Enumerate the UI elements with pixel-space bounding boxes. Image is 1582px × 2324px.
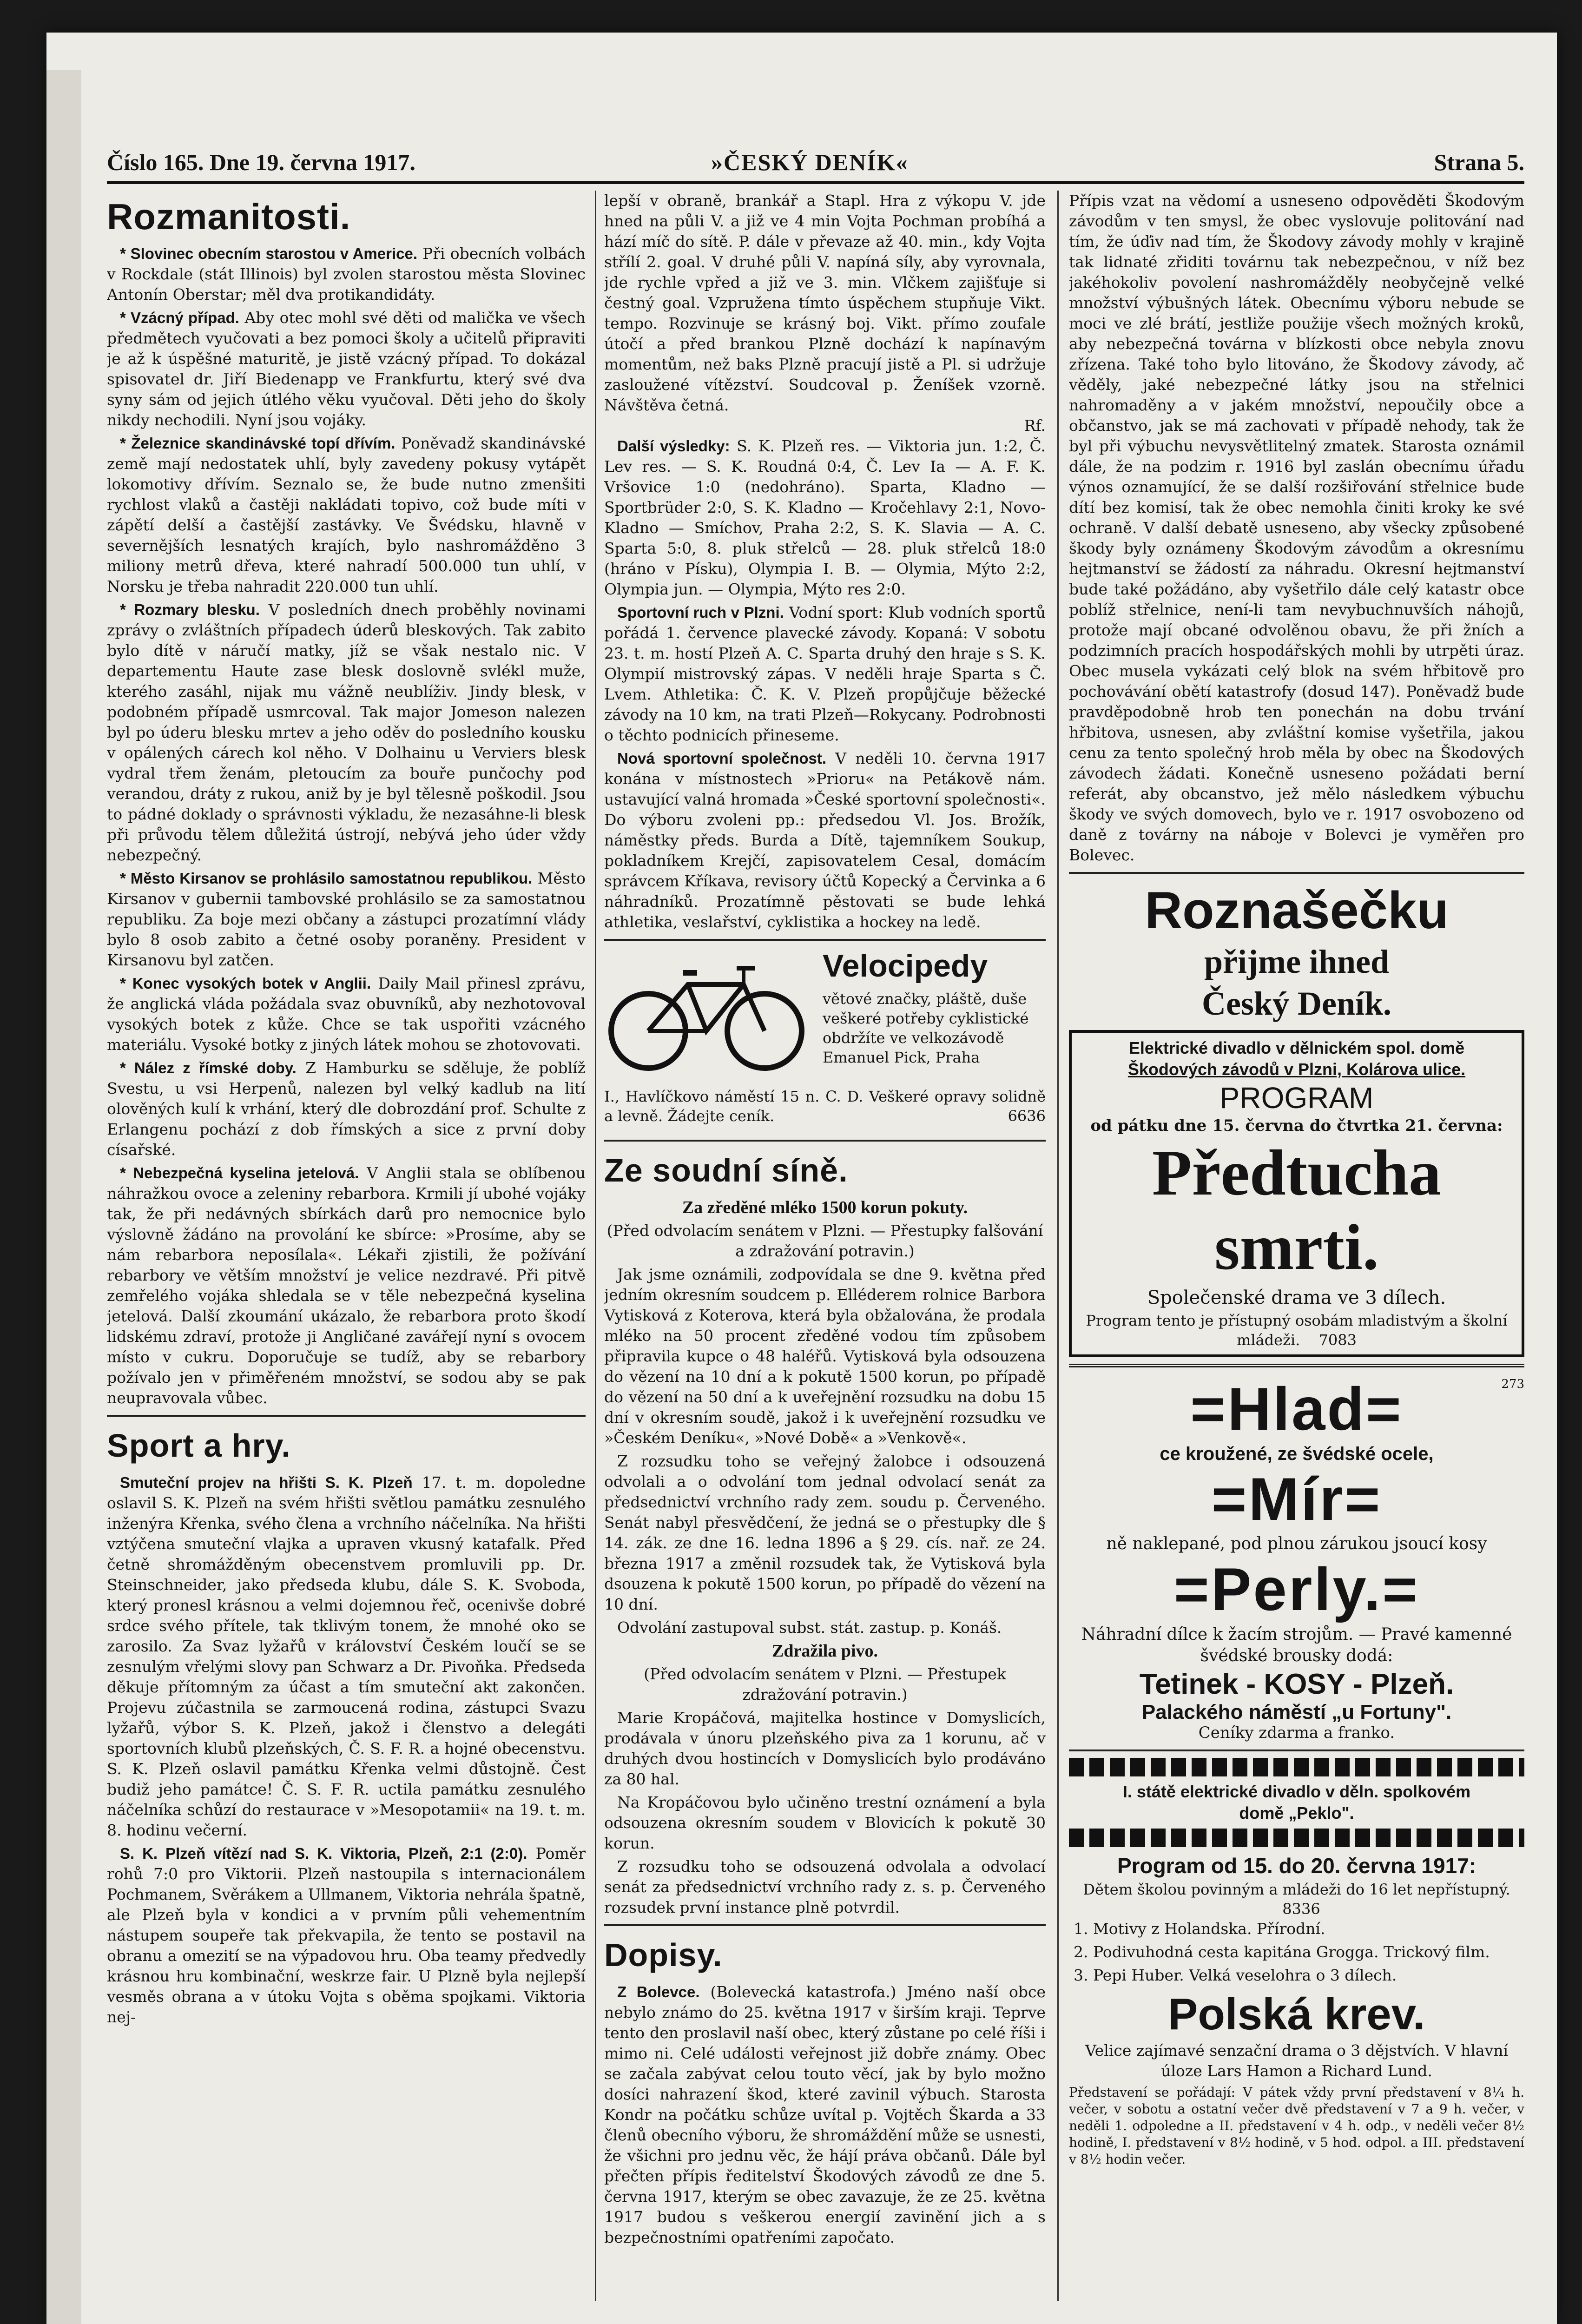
column-3 [1069,191,1524,2310]
newspaper-name: »ČESKÝ DENÍK« [711,149,909,175]
article-text: Z rozsudku toho se veřejný žalobce i odsouzená odvolali a o odvolání tom jednal odvolací senát za předsednictví vrchního rady zem. soudu p. Červeného. Senát nabyl přesvědčení, že jedná se o přestupky dle § 14. zák. ze dne 16. ledna 1896 a § 29. cís. nař. ze 24. března 1917 a změnil rozsudek tak, že Vytisková byla dsouzena k pokutě 1500 korun, po případě do vězení na 10 dní. [604,1452,1046,1613]
article-text: Poměr rohů 7:0 pro Viktorii. Plzeň nastoupila s internacionálem Pochmanem, Svěrákem a Ullmanem, Viktoria nehrála špatně, ale Plzeň byla v kondici a v prvním půli vehementním nástupem soupeře tak překvapila, že tento se postavil na obranu a omezití se na výpadovou hru. Oba teamy předvedly krásnou hru kombinační, weskrze fair. U Plzně byla nejlepší vesměs obrana a v útoku Vojta s oběma spojkami. Viktoria nej- [107,1844,586,2026]
article [107,1843,586,2027]
article-lead: S. K. Plzeň vítězí nad S. K. Viktoria, Plzeň, 2:1 (2:0). [120,1845,527,1862]
article-lead: Smuteční projev na hřišti S. K. Plzeň [120,1474,413,1491]
article-text: V posledních dnech proběhly novinami zprávy o zvláštních případech úderů bleskových. Tak zabito bylo dítě v náručí matky, jíž se však nestalo nic. V departementu Haute zase blesk doslovně svlékl muže, kterého zasáhl, nijak mu vážně neublíživ. Jindy blesk, v podobném případě usmrcoval. Tak major Jomeson nalezen byl po úderu blesku mrtev a jeho oděv do posledního kousku v opálených cárech kol něho. V Dolhainu u Verviers blesk vydral třem ženám, pletoucím za bouře punčochy pod verandou, dráty z rukou, aniž by je byl tělesně poškodil. Jsou to pádné doklady o správnosti výkladu, že nezasáhne-li blesk při průvodu tělem důležitá ústrojí, nebývá jeho úder vždy nebezpečný. [107,601,586,864]
article-lead: Nová sportovní společnost. [617,750,827,767]
article-text: Vodní sport: Klub vodních sportů pořádá 1. července plavecké závody. Kopaná: V sobotu 23. t. m. hostí Plzeň A. C. Sparta druhý den hraje s S. K. Olympií mistrovský zápas. V neděli hraje Sparta s Č. Lvem. Athletika: Č. K. V. Plzeň propůjčuje běžecké závody na 10 km, na trati Plzeň—Rokycany. Podrobnosti o těchto podnicích přineseme. [604,603,1046,744]
decorative-border [1069,1758,1524,1776]
bicycle-icon [604,952,809,1073]
cinema-ad-skoda [1069,1030,1524,1357]
section-title-rozmanitosti: Rozmanitosti. [107,196,351,237]
author-sign: Rf. [1024,416,1046,435]
roznasecka-ad [1069,880,1524,1024]
ad-line: Český Deník. [1201,985,1392,1022]
ad-word-perly: =Perly.= [1173,1555,1420,1623]
article [107,433,586,597]
article [107,1163,586,1408]
divider [1069,1750,1524,1751]
article [604,748,1046,932]
page-header [107,139,1524,184]
scythe-ad [1069,1374,1524,1743]
cinema-address: Škodových závodů v Plzni, Kolárova ulice. [1127,1060,1466,1079]
bicycle-ad [604,947,1046,1133]
divider [1069,872,1524,874]
article-text: 17. t. m. dopoledne oslavil S. K. Plzeň na svém hřišti světlou památku zesnulého inženýra Křenka, svého člena a vrchního náčelníka. Na hřišti vztýčena smuteční vlajka a upraven vkusný katafalk. Před četně shromážděným obecenstvem promluvili pp. Dr. Steinschneider, jako předseda klubu, dále S. K. Svoboda, který pronesl krásnou a velmi dojemnou řeč, ocenivše dobré srdce svého přítele, tak tklivým tonem, že mnohé oko se zarosilo. Za Svaz lyžařů v království Českém loučí se se zesnulým vřelými slovy pan Schwarz a Dr. Pivoňka. Předseda děkuje přítomným za účast a tím smuteční akt zakončen. Projevu zúčastnila se zarmoucená rodina, zástupci Svazu lyžařů, výbor S. K. Plzeň, jakož i členstvo a delegáti sportovních klubů plzeňských, Č. S. F. R. a hojné obecenstvu. S. K. Plzeň oslavil památku Křenka velmi důstojně. Čest budiž jeho památce! Č. S. F. R. uctila památku zesnulého náčelníka schůzí do restaurace v »Mesopotamii« na 19. t. m. 8. hodinu večerní. [107,1473,586,1839]
ad-number: 7083 [1318,1331,1357,1349]
section-title-sport: Sport a hry. [107,1427,291,1464]
newspaper-page [46,33,1557,2324]
divider [604,939,1046,941]
article [107,244,586,305]
article-text: Z Hamburku se sděluje, že poblíž Svestu, u vsi Herpenů, nalezen byl velký kadlub na lití olověných kulí k vrhání, který dle dobrozdání prof. Schulte z Erlangenu pochází z dob římských a sice z první doby císařské. [107,1059,586,1159]
article-lead: * Město Kirsanov se prohlásilo samostatnou republikou. [120,870,533,887]
article-text: Marie Kropáčová, majitelka hostince v Domyslicích, prodávala v únoru plzeňského piva za 1 korunu, ač v druhých dvou hostincích v Domyslicích bylo prodáváno za 80 hal. [604,1709,1046,1788]
article-lead: * Železnice skandinávské topí dřívím. [120,435,396,452]
article-headline: Za zředěné mléko 1500 korun pokuty. [682,1198,968,1217]
divider [604,1924,1046,1926]
previous-page-edge [46,70,81,2324]
article-text: V Anglii stala se oblíbenou náhražkou ovoce a zeleniny rebarbora. Krmili jí ubohé vojáky tak, že při nedávných sbírkách darů pro nemocnice bylo výslovně žádáno na provolání ke sbírce: »Prosíme, aby se nám rebarbora neposílala«. Lékaři zjistili, že požívání rebarbory ve větším množství je velice nezdravé. Při pitvě zemřelého vojáka shledala se v těle nebezpečná kyselina jetelová. Další zkoumání ukázalo, že rebarbora proto škodí lidskému zdraví, protože ji Angličané zavářejí nyní s ovocem místo v cukru. Doporučuje se tudíž, aby se rebarbory požívalo jen v přiměřeném množství, se sodou aby se pak neupravovala vůbec. [107,1164,586,1407]
ad-address-text: I., Havlíčkovo náměstí 15 n. C. D. Veškeré opravy solidně a levně. Žádejte ceník. [604,1088,1046,1125]
ad-word-mir: =Mír= [1211,1465,1382,1533]
program-dates: od pátku dne 15. června do čtvrtka 21. června: [1090,1116,1503,1135]
article-text: Poněvadž skandinávské země mají nedostatek uhlí, byly zavedeny pokusy vytápět lokomotivy dřívím. Seznalo se, že bude nutno zmenšiti rychlost vlaků a častěji nakládati topivo, což bude míti v zápětí delší a častější zastávky. Ve Švédsku, hlavně v severnějších lesnatých krajích, bylo nashromážděno 3 miliony metrů dřeva, které nahradí 500.000 tun uhlí, v Norsku je třeba nahradit 220.000 tun uhlí. [107,434,586,595]
article-lead: * Slovinec obecním starostou v Americe. [120,245,418,262]
article-lead: * Rozmary blesku. [120,601,260,618]
schedule-note: Představení se pořádají: V pátek vždy první představení v 8¼ h. večer, v sobotu a ostatní večer dvě představení v 7 a 9 h. večer, v neděli 1. odpoledne a II. představení v 4 h. odp., v neděli večer 8½ hodině, I. představení v 8½ hodině, v 5 hod. odpol. a III. představení v 8½ hodin večer. [1069,2085,1524,2167]
film-title: Polská krev. [1168,1989,1425,2039]
shop-address: Palackého náměstí „u Fortuny". [1141,1701,1452,1723]
column-1 [107,191,586,2310]
ad-number: 8336 [1282,1900,1320,1918]
film-title: Předtucha [1152,1137,1442,1209]
film-description: Velice zajímavé senzační drama o 3 dějstvích. V hlavní úloze Lars Hamon a Richard Lund. [1085,2041,1509,2080]
article-text: Na Kropáčovou bylo učiněno trestní oznámení a byla odsouzena okresním soudem v Blovicích k pokutě 30 korun. [604,1793,1046,1852]
divider [107,1415,586,1417]
program-note-text: Dětem školou povinným a mládeži do 16 let nepřístupný. [1083,1881,1510,1898]
ad-headline: Roznašečku [1145,881,1449,939]
ad-number: 273 [1501,1377,1524,1391]
ad-line: Ceníky zdarma a franko. [1198,1723,1395,1742]
cinema-name: Elektrické divadlo v dělnickém spol. domě [1128,1038,1465,1057]
article-lead: Z Bolevce. [617,1983,700,2000]
ad-title: Velocipedy [823,948,988,984]
article-subhead: (Před odvolacím senátem v Plzni. — Přestupky falšování a zdražování potravin.) [606,1221,1043,1260]
article [107,600,586,865]
column-divider [595,191,596,2301]
article-text: S. K. Plzeň res. — Viktoria jun. 1:2, Č. Lev res. — S. K. Roudná 0:4, Č. Lev Ia — A. F. K. Vršovice 1:0 (nedohráno). Sparta, Kladno — Sportbrüder 2:0, S. K. Kladno — Kročehlavy 2:1, Novo-Kladno — Smíchov, Praha 2:2, S. K. Slavia — A. C. Sparta 5:0, 8. pluk střelců — 28. pluk střelců 18:0 (hráno v Písku), Olympia I. B. — Olymia, Mýto 2:2, Olympia jun. — Olympia, Mýto res 2:0. [604,437,1046,598]
article-lead: * Vzácný případ. [120,309,239,326]
article-lead: Sportovní ruch v Plzni. [617,604,784,621]
article-continued: Přípis vzat na vědomí a usneseno odpověděti Škodovým závodům v ten smysl, že obec vyslovuje politování nad tím, že úďiv nad tím, že Škodovy závody mohly v krajině tak lidnaté zřiditi továrnu tak nebezpečnou, v níž bez jakéhokoliv povolení nashromážděly neobyčejně velké množství výbušných látek. Obecnímu výboru nebude se moci ve zlé brátí, jestliže použije všech možných kroků, aby nebezpečná továrna v blízkosti obce nebyla znovu zřízena. Také toho bylo litováno, že Škodovy závody, ač věděly, jaké nebezpečné látky jsou na střelnici nahromaděny a v jakém množství, nepoučily obce a občanstvo, jak se má zachovati v případě nehody, tak že byl při výbuchu nevysvětlitelný zmatek. Starosta oznámil dále, že na podzim r. 1916 byl zaslán obecnímu úřadu výnos oznamující, že se další rozšiřování střelnice bude dítí bez komisí, tak že obec nemohla činiti kroky ke své ochraně. V další debatě usneseno, aby všecky způsobené škody byly oznámeny Škodovým závodům a okresnímu hejtmanství se žádostí za náhradu. Okresní hejtmanství bude také požádáno, aby vyšetřilo dále celý katastr obce poblíž střelnice, není-li tam nevybuchnuvších náhojů, protože mají obcané odvolěnou obavu, že při žních a podzimních pracích hospodářských mohli by utrpěti úraz. Obec musela vykázati celý blok na svém hřbitově pro pochovávání obětí katastrofy (dosud 147). Poněvadž bude pravděpodobně hrob ten ponechán na dobu trvání hřbitova, usnesen, aby zvláštní komise vyšetřila, jakou cenu za tento společný hrob měla by obec na Škodových závodech žádati. Konečně usneseno požádati berní referát, aby obcanstvo, jež mělo následkem výbuchu škody ve svých domovech, bylo ve r. 1917 osvobozeno od daně z továrny na náboje v Bolevci je vyměřen pro Bolevec. [1069,191,1524,864]
divider [1069,1364,1524,1367]
section-title-court: Ze soudní síně. [604,1152,848,1188]
section-title-letters: Dopisy. [604,1937,723,1973]
ad-line: ce kroužené, ze švédské ocele, [1160,1444,1434,1464]
article-text: Z rozsudku toho se odsouzená odvolala a odvolací senát za předsednictví vrchního rady z. s. p. Červeného rozsudek první instance plně potvrdil. [604,1857,1046,1916]
article-text: Při obecních volbách v Rockdale (stát Illinois) byl zvolen starostou města Slovinec Antonín Oberstar; měl dva protikandidáty. [107,244,586,304]
film-genre: Společenské drama ve 3 dílech. [1147,1287,1446,1308]
decorative-border [1069,1829,1524,1847]
shop-name: Tetinek - KOSY - Plzeň. [1139,1668,1454,1700]
program-item: 2. Podivuhodná cesta kapitána Grogga. Trickový film. [1074,1943,1490,1961]
ad-word-hlad: =Hlad= [1190,1375,1403,1443]
article [107,973,586,1055]
article-text: Město Kirsanov v gubernii tambovské prohlásilo se za samostatnou republiku. Za boje mezi občany a zástupci prozatímní vlády bylo 8 osob zabito a četné osoby poraněny. President v Kirsanovu byl zatčen. [107,869,586,969]
program-dates: Program od 15. do 20. června 1917: [1117,1854,1477,1878]
article-text: Daily Mail přinesl zprávu, že anglická vláda požádala svaz obuvníků, aby nezhotovoval vysokých botek z kůže. Chce se tak uspořiti vzácného materiálu. Vysoké botky z jiných látek mohou se zhotovovati. [107,974,586,1054]
program-note [1078,1311,1515,1350]
issue-date: Číslo 165. Dne 19. června 1917. [107,149,415,175]
article [107,1058,586,1160]
article [604,602,1046,746]
article-text: Jak jsme oznámili, zodpovídala se dne 9. května před jedním okresním soudcem p. Elléderem rolnice Barbora Vytisková z Koterova, která byla obžalována, že prodala mléko na 50 procent zředěné vodou tím způsobem připravila kupce o 48 haléřů. Vytisková byla odsouzena do vězení na 10 dní a k pokutě 1500 korun, po případě do vězení na 50 dní a k uveřejnění rozsudku na dobu 15 dní v okresním soudě, jakož i k uveřejnění rozsudku ve »Českém Deníku«, »Nové Době« a »Venkově«. [604,1265,1046,1447]
film-title: smrti. [1214,1211,1379,1283]
ad-line: ně naklepané, pod plnou zárukou jsoucí kosy [1106,1534,1487,1553]
article [604,436,1046,600]
article-lead: * Konec vysokých botek v Anglii. [120,975,371,992]
cinema-name: I. státě elektrické divadlo v děln. spolkovém [1122,1782,1471,1801]
ad-line: přijme ihned [1204,943,1389,980]
ad-number: 6636 [1008,1107,1046,1125]
article-subhead: (Před odvolacím senátem v Plzni. — Přestupek zdražování potravin.) [644,1665,1006,1703]
cinema-name: domě „Peklo". [1239,1803,1354,1822]
article [107,868,586,971]
article [604,1982,1046,2248]
article-lead: * Nález z římské doby. [120,1059,297,1076]
column-2 [604,191,1046,2310]
article-lead: Další výsledky: [617,437,730,455]
column-divider [1057,191,1059,2301]
page-number: Strana 5. [1434,149,1524,175]
ad-address [604,1087,1046,1126]
divider [604,1140,1046,1142]
program-note-text: Program tento je přístupný osobám mladistvým a školní mládeži. [1086,1312,1508,1349]
article-text: (Bolevecká katastrofa.) Jméno naší obce nebylo známo do 25. května 1917 v širším kraji. Teprve tento den proslavil naší obec, který zůstane po celé říši i mimo ni. Celé události veřejnost již dobře známy. Obec se začala zabývat celou touto věcí, jak by bylo možno dosíci nahrazení škod, které zavinil výbuch. Starosta Kondr na počátku schůze uvítal p. Vojtěch Škarda a 33 členů obecního výboru, že shromáždění může se usnesti, že všichni pro jednu věc, že hájí práva občanů. Dále byl přečten přípis ředitelství Škodových závodů ze dne 5. června 1917, kterým se obec zavazuje, že ze 25. května 1917 budou s veškerou energií zavinění jich a s bezpečnostními opatřeními započato. [604,1983,1046,2246]
article-text: Odvolání zastupoval subst. stát. zastup. p. Konáš. [617,1618,1002,1637]
article-text: Aby otec mohl své děti od malička ve všech předmětech vyučovati a bez pomoci školy a učitelů připraviti je až k úspěšné maturitě, je jistě vzácný případ. To dokázal spisovatel dr. Jiří Biedenapp ve Frankfurtu, který své dva syny sám od jejich útlého věku vyučoval. Děti jeho do školy nikdy nechodili. Nyní jsou vojáky. [107,309,586,429]
article-headline: Zdražila pivo. [771,1641,878,1661]
program-label: PROGRAM [1219,1081,1374,1115]
program-item: 1. Motivy z Holandska. Přírodní. [1074,1920,1325,1938]
ad-text: větové značky, pláště, duše veškeré potřeby cyklistické obdržíte ve velkozávodě Emanuel Pick, Praha [823,990,1029,1066]
article-lead: * Nebezpečná kyselina jetelová. [120,1164,359,1182]
article [107,1472,586,1841]
article-continued: lepší v obraně, brankář a Stapl. Hra z výkopu V. jde hned na půli V. a již ve 4 min Vojta Pochman probíhá a hází míč do sítě. P. dále v převaze až 40. min., kdy Vojta střílí 2. goal. V druhé půli V. napíná síly, aby vyrovnala, jde rychle vpřed a již ve 3. min. Vlčkem zajišťuje si čestný goal. Vzpružena tímto úspěchem stupňuje Vikt. tempo. Rozvinuje se krásný boj. Vikt. přímo zoufale útočí a před brankou Plzně dochází k napínavým momentům, než baks Plzně pracují jistě a Pl. si udržuje zasloužené vítězství. Soudcoval p. Ženíšek vzorně. Návštěva četná. [604,191,1046,414]
article [107,308,586,430]
program-item: 3. Pepi Huber. Velká veselohra o 3 dílech. [1074,1966,1397,1984]
cinema-ad-peklo [1069,1758,1524,2168]
ad-line: Náhradní dílce k žacím strojům. — Pravé kamenné švédské brousky dodá: [1081,1625,1512,1665]
article-text: V neděli 10. června 1917 konána v místnostech »Prioru« na Petákově nám. ustavující valná hromada »České sportovní společnosti«. Do výboru zvoleni pp.: předsedou Vl. Jos. Brožík, náměstky předs. Burda a Dítě, tajemníkem Soukup, pokladníkem Krejčí, zapisovatelem Cesal, domácím správcem Kříkava, revisory účtů Kopecký a Červinka a 6 náhradníků. Prozatímně pěstovati se bude lehká athletika, veslařství, cyklistika a hockey na ledě. [604,749,1046,931]
program-note [1069,1880,1524,1919]
